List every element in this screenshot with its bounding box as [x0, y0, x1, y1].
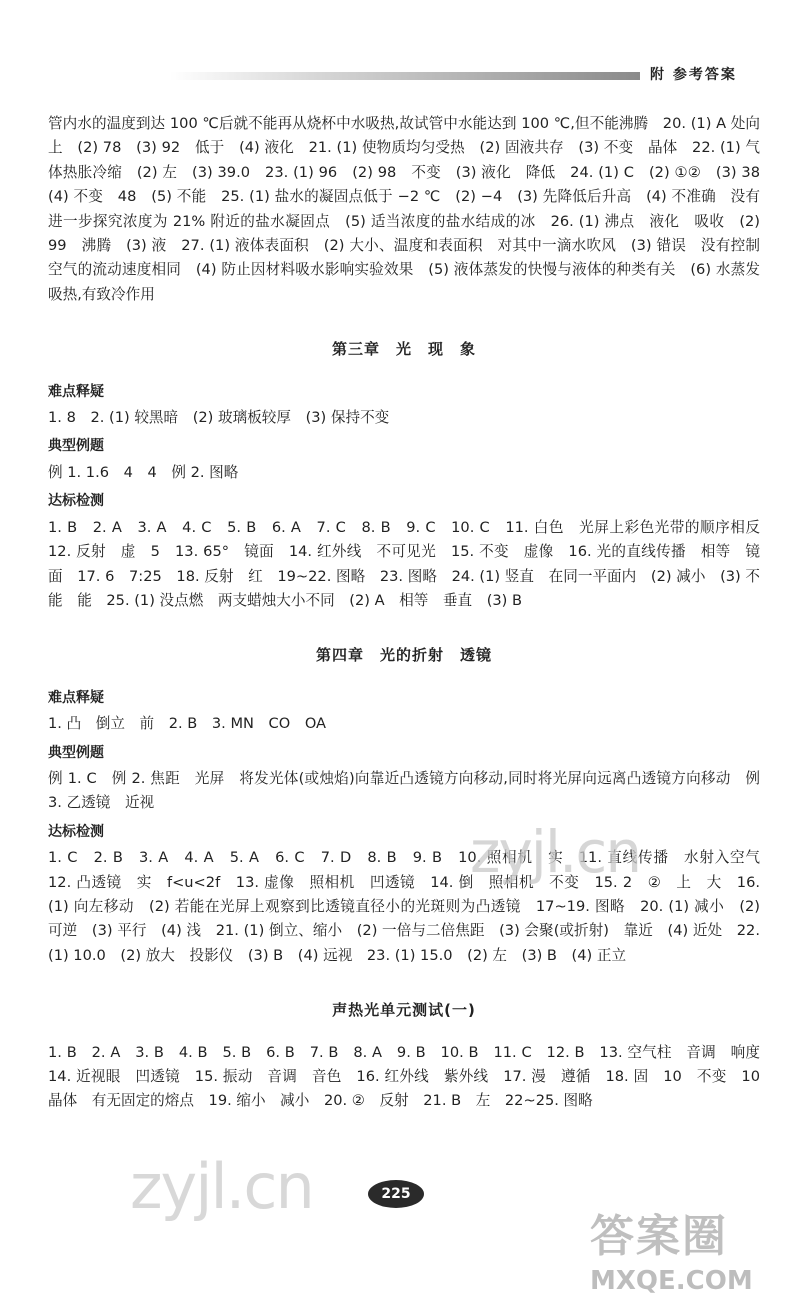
chapter4-difficulty-text: 1. 凸 倒立 前 2. B 3. MN CO OA: [48, 715, 327, 733]
unit-test-title: 声热光单元测试(一): [332, 1001, 476, 1020]
chapter3-test-head: 达标检测: [48, 493, 104, 510]
chapter3-example-head: 典型例题: [48, 438, 104, 455]
unit-test-text: 1. B 2. A 3. B 4. B 5. B 6. B 7. B 8. A 9. B 10. B 11. C 12. B 13. 空气柱 音调 响度 14. 近视眼 凹透镜 15. 振动 音调 音色 16. 红外线 紫外线 17. 漫 遵循 18. 固 10 不变 10 晶体 有无固定的熔点 19. 缩小 减小 20. ② 反射 21. B 左 22~25. 图略: [48, 1043, 775, 1110]
chapter4-test-text: 1. C 2. B 3. A 4. A 5. A 6. C 7. D 8. B 9. B 10. 照相机 实 11. 直线传播 水射入空气 12. 凸透镜 实 f<u<2f 13. 虚像 照相机 凹透镜 14. 倒 照相机 不变 15. 2 ② 上 大 16. (1) 向左移动 (2) 若能在光屏上观察到比透镜直径小的光斑则为凸透镜 17~19. 图略 20. (1) 减小 (2) 可逆 (3) 平行 (4) 浅 21. (1) 倒立、缩小 (2) 一倍与二倍焦距 (3) 会聚(或折射) 靠近 (4) 近处 22. (1) 10.0 (2) 放大 投影仪 (3) B (4) 远视 23. (1) 15.0 (2) 左 (3) B (4) 正立: [48, 849, 775, 964]
chapter3-test-text: 1. B 2. A 3. A 4. C 5. B 6. A 7. C 8. B 9. C 10. C 11. 白色 光屏上彩色光带的顺序相反 12. 反射 虚 5 13. 65° 镜面 14. 红外线 不可见光 15. 不变 虚像 16. 光的直线传播 相等 镜面 17. 6 7:25 18. 反射 红 19~22. 图略 23. 图略 24. (1) 竖直 在同一平面内 (2) 减小 (3) 不能 能 25. (1) 没点燃 两支蜡烛大小不同 (2) A 相等 垂直 (3) B: [48, 518, 775, 609]
logo-en-text: MXQE.COM: [590, 1266, 753, 1296]
chapter3-example-text: 例 1. 1.6 4 4 例 2. 图略: [48, 463, 239, 481]
chapter4-test-head: 达标检测: [48, 823, 104, 840]
chapter4-example-head: 典型例题: [48, 744, 104, 761]
watermark-bottom: zyjl.cn: [130, 1150, 313, 1223]
answer-content: [48, 112, 775, 1114]
chapter3-difficulty-head: 难点释疑: [48, 383, 104, 400]
chapter3-difficulty-text: 1. 8 2. (1) 较黑暗 (2) 玻璃板较厚 (3) 保持不变: [48, 409, 390, 427]
site-logo: [590, 1200, 780, 1296]
watermark-mid: zyjl.cn: [470, 818, 641, 886]
header-title: 附 参考答案: [650, 67, 737, 83]
page-number: 225: [368, 1180, 424, 1208]
chapter4-title: 第四章 光的折射 透镜: [315, 646, 492, 665]
chapter3-title: 第三章 光 现 象: [331, 340, 476, 359]
chapter4-example-text: 例 1. C 例 2. 焦距 光屏 将发光体(或烛焰)向靠近凸透镜方向移动,同时将光屏向远离凸透镜方向移动 例 3. 乙透镜 近视: [48, 769, 760, 812]
header-decorative-bar: [170, 72, 640, 80]
chapter4-difficulty-head: 难点释疑: [48, 689, 104, 706]
intro-paragraph: 管内水的温度到达 100 ℃后就不能再从烧杯中水吸热,故试管中水能达到 100 ℃,但不能沸腾 20. (1) A 处向上 (2) 78 (3) 92 低于 (4) 液化 21. (1) 使物质均匀受热 (2) 固液共存 (3) 不变 晶体 22. (1) 气体热胀冷缩 (2) 左 (3) 39.0 23. (1) 96 (2) 98 不变 (3) 液化 降低 24. (1) C (2) ①② (3) 38 (4) 不变 48 (5) 不能 25. (1) 盐水的凝固点低于 −2 ℃ (2) −4 (3) 先降低后升高 (4) 不准确 没有进一步探究浓度为 21% 附近的盐水凝固点 (5) 适当浓度的盐水结成的冰 26. (1) 沸点 液化 吸收 (2) 99 沸腾 (3) 液 27. (1) 液体表面积 (2) 大小、温度和表面积 对其中一滴水吹风 (3) 错误 没有控制空气的流动速度相同 (4) 防止因材料吸水影响实验效果 (5) 液体蒸发的快慢与液体的种类有关 (6) 水蒸发吸热,有致冷作用: [48, 115, 775, 303]
logo-cn-text: 答案圈: [590, 1211, 728, 1262]
